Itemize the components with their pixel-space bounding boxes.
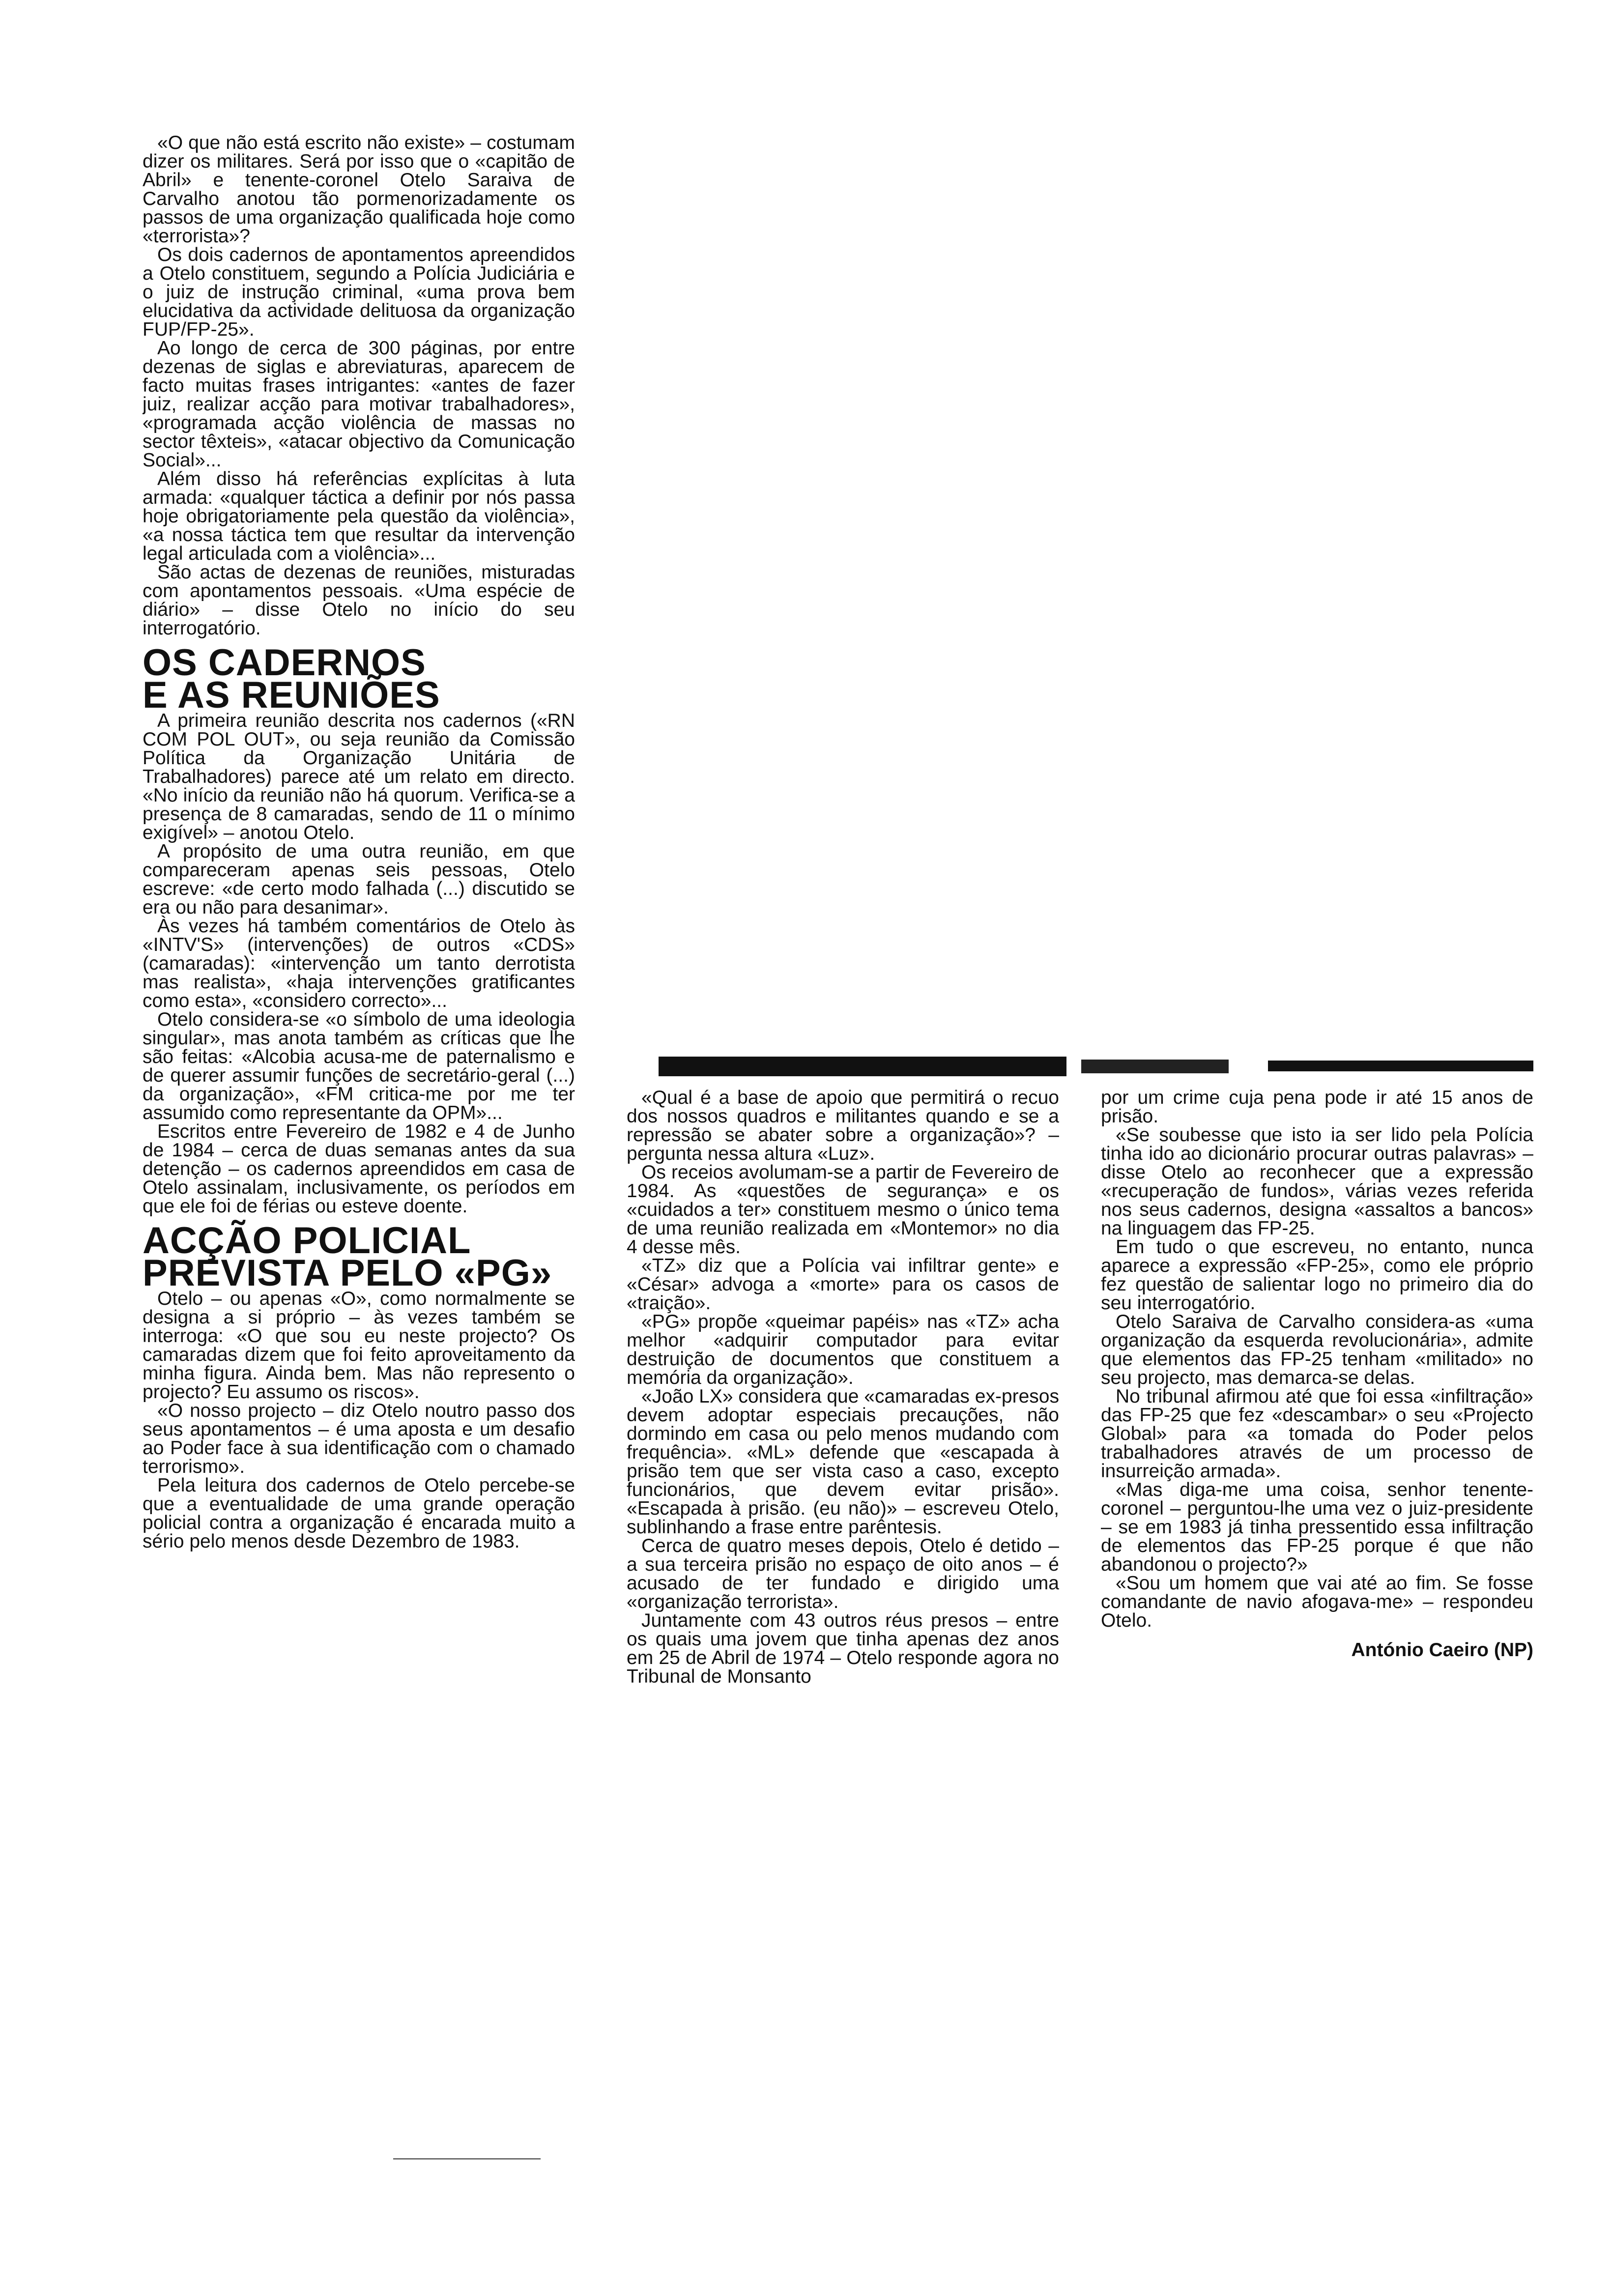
divider-thick-segment <box>659 1057 1066 1076</box>
body-paragraph: «Qual é a base de apoio que permitirá o recuo dos nossos quadros e militantes quando e se a repressão se abater sobre a organização»? – pergunta nessa altura «Luz». <box>627 1089 1059 1164</box>
body-paragraph: por um crime cuja pena pode ir até 15 anos de prisão. <box>1101 1089 1533 1127</box>
body-paragraph: Em tudo o que escreveu, no entanto, nunca aparece a expressão «FP-25», como ele próprio fez questão de salientar logo no primeiro dia do seu interrogatório. <box>1101 1236 1533 1314</box>
body-paragraph: São actas de dezenas de reuniões, misturadas com apontamentos pessoais. «Uma espécie de diário» – disse Otelo no início do seu interrogatório. <box>143 562 575 639</box>
section-heading-line: E AS REUNIÕES <box>143 674 440 716</box>
body-paragraph: Os receios avolumam-se a partir de Fevereiro de 1984. As «questões de segurança» e os «cuidados a ter» constituem mesmo o único tema de uma reunião realizada em «Montemor» no dia 4 desse mês. <box>627 1162 1059 1258</box>
body-paragraph: «O que não está escrito não existe» – costumam dizer os militares. Será por isso que o «capitão de Abril» e tenente-coronel Otelo Saraiva de Carvalho anotou tão pormenorizadamente os passos de uma organização qualificada hoje como «terrorista»? <box>143 134 575 247</box>
body-paragraph: Às vezes há também comentários de Otelo às «INTV'S» (intervenções) de outros «CDS» (camaradas): «intervenção um tanto derrotista mas realista», «haja intervenções gratificantes como esta», «considero correcto»... <box>143 916 575 1011</box>
author-signature: António Caeiro (NP) <box>1351 1639 1533 1661</box>
article-column-1 <box>143 134 575 2158</box>
body-paragraph: Além disso há referências explícitas à luta armada: «qualquer táctica a definir por nós passa hoje obrigatoriamente pela questão da violência», «a nossa táctica tem que resultar da intervenção legal articulada com a violência»... <box>143 468 575 564</box>
body-paragraph: A primeira reunião descrita nos cadernos («RN COM POL OUT», ou seja reunião da Comissão Política da Organização Unitária de Trabalhadores) parece até um relato em directo. «No início da reunião não há quorum. Verifica-se a presença de 8 camaradas, sendo de 11 o mínimo exigível» – anotou Otelo. <box>143 710 575 843</box>
body-paragraph: Cerca de quatro meses depois, Otelo é detido – a sua terceira prisão no espaço de oito anos – é acusado de ter fundado e dirigido uma «organização terrorista». <box>627 1535 1059 1612</box>
divider-right-segment <box>1268 1061 1533 1071</box>
body-paragraph: Pela leitura dos cadernos de Otelo percebe-se que a eventualidade de uma grande operação policial contra a organização é encarada muito a sério pelo menos desde Dezembro de 1983. <box>143 1475 575 1552</box>
body-paragraph: Otelo considera-se «o símbolo de uma ideologia singular», mas anota também as críticas que lhe são feitas: «Alcobia acusa-me de paternalismo e de querer assumir funções de secretário-geral (...) da organização», «FM critica-me por me ter assumido como representante da OPM»... <box>143 1009 575 1123</box>
section-divider-bar <box>659 1057 1533 1076</box>
body-paragraph: «TZ» diz que a Polícia vai infiltrar gente» e «César» advoga a «morte» para os casos de «traição». <box>627 1255 1059 1314</box>
body-paragraph: Otelo Saraiva de Carvalho considera-as «uma organização da esquerda revolucionária», admite que elementos das FP-25 tenham «militado» no seu projecto, mas demarca-se delas. <box>1101 1311 1533 1388</box>
body-paragraph: Juntamente com 43 outros réus presos – entre os quais uma jovem que tinha apenas dez anos em 25 de Abril de 1974 – Otelo responde agora no Tribunal de Monsanto <box>627 1610 1059 1687</box>
article-column-2 <box>627 1089 1059 2150</box>
section-heading-line: OS CADERNOS <box>143 642 426 684</box>
section-heading-line: PREVISTA PELO «PG» <box>143 1252 552 1294</box>
body-paragraph: «Mas diga-me uma coisa, senhor tenente-coronel – perguntou-lhe uma vez o juiz-presidente – se em 1983 já tinha pressentido essa infiltração de elementos das FP-25 porque é que não abandonou o projecto?» <box>1101 1479 1533 1575</box>
body-paragraph: «PG» propõe «queimar papéis» nas «TZ» acha melhor «adquirir computador para evitar destruição de documentos que constituem a memória da organização». <box>627 1311 1059 1388</box>
end-rule <box>393 2158 541 2159</box>
body-paragraph: Escritos entre Fevereiro de 1982 e 4 de Junho de 1984 – cerca de duas semanas antes da sua detenção – os cadernos apreendidos em casa de Otelo assinalam, inclusivamente, os períodos em que ele foi de férias ou esteve doente. <box>143 1121 575 1217</box>
body-paragraph: No tribunal afirmou até que foi essa «infiltração» das FP-25 que fez «descambar» o seu «Projecto Global» para «a tomada do Poder pelos trabalhadores através de um processo de insurreição armada». <box>1101 1386 1533 1482</box>
body-paragraph: «João LX» considera que «camaradas ex-presos devem adoptar especiais precauções, não dormindo em casa ou pelo menos mudando com frequência». «ML» defende que «escapada à prisão tem que ser vista caso a caso, excepto funcionários, que devem evitar prisão». «Escapada à prisão. (eu não)» – escreveu Otelo, sublinhando a frase entre parêntesis. <box>627 1386 1059 1538</box>
body-paragraph: «Se soubesse que isto ia ser lido pela Polícia tinha ido ao dicionário procurar outras palavras» – disse Otelo ao reconhecer que a expressão «recuperação de fundos», várias vezes referida nos seus cadernos, designa «assaltos a bancos» na linguagem das FP-25. <box>1101 1124 1533 1239</box>
body-paragraph: «Sou um homem que vai até ao fim. Se fosse comandante de navio afogava-me» – respondeu Otelo. <box>1101 1573 1533 1631</box>
divider-mid-segment <box>1081 1060 1229 1073</box>
body-paragraph: Os dois cadernos de apontamentos apreendidos a Otelo constituem, segundo a Polícia Judiciária e o juiz de instrução criminal, «uma prova bem elucidativa da actividade delituosa da organização FUP/FP-25». <box>143 244 575 340</box>
article-column-3 <box>1101 1089 1533 2150</box>
body-paragraph: A propósito de uma outra reunião, em que compareceram apenas seis pessoas, Otelo escreve: «de certo modo falhada (...) discutido se era ou não para desanimar». <box>143 841 575 918</box>
section-heading-line: ACÇÃO POLICIAL <box>143 1220 471 1262</box>
body-paragraph: Ao longo de cerca de 300 páginas, por entre dezenas de siglas e abreviaturas, aparecem de facto muitas frases intrigantes: «antes de fazer juiz, realizar acção para motivar trabalhadores», «programada acção violência de massas no sector têxteis», «atacar objectivo da Comunicação Social»... <box>143 338 575 471</box>
body-paragraph: «O nosso projecto – diz Otelo noutro passo dos seus apontamentos – é uma aposta e um desafio ao Poder face à sua identificação com o chamado terrorismo». <box>143 1400 575 1477</box>
body-paragraph: Otelo – ou apenas «O», como normalmente se designa a si próprio – às vezes também se interroga: «O que sou eu neste projecto? Os camaradas dizem que foi feito aproveitamento da minha figura. Ainda bem. Mas não represento o projecto? Eu assumo os riscos». <box>143 1288 575 1403</box>
